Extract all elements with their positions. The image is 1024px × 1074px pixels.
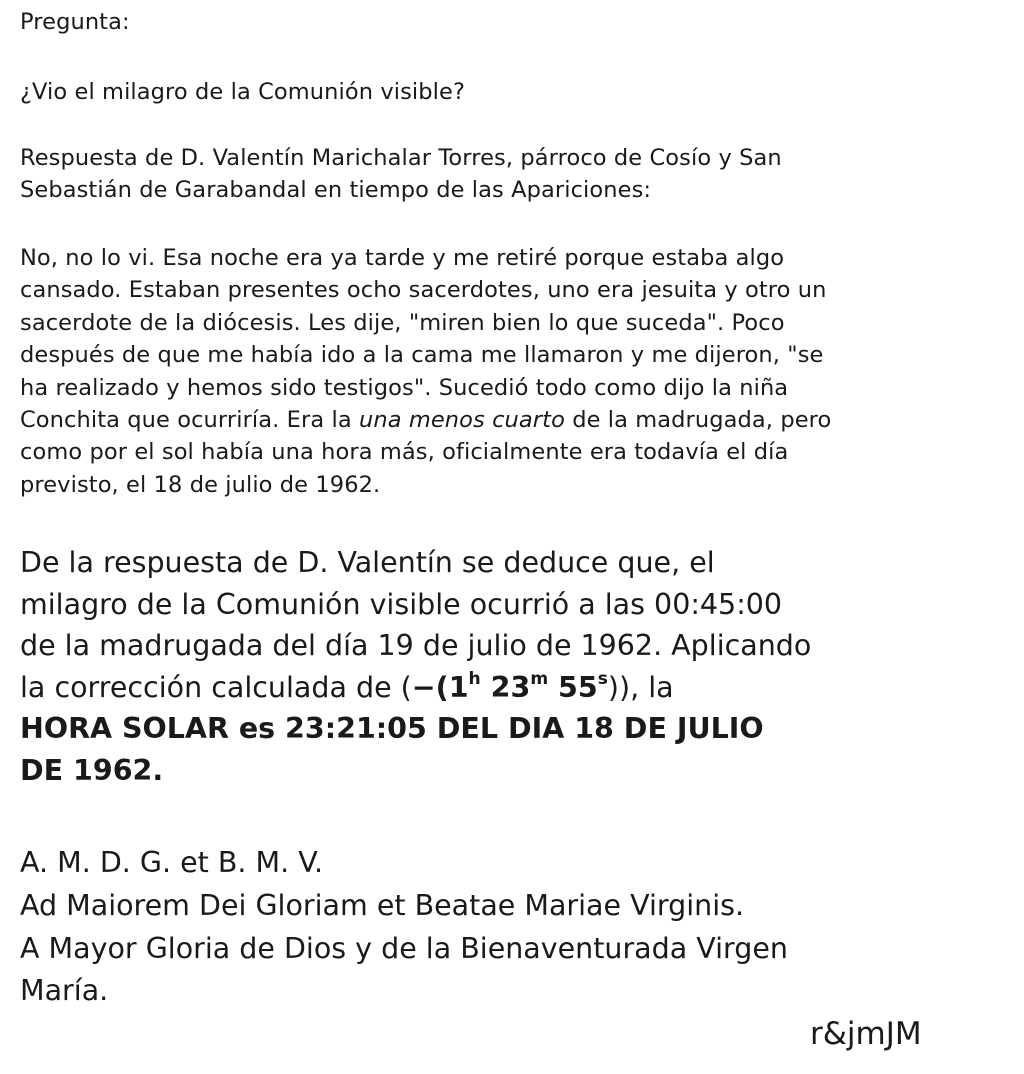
closing-spanish: A Mayor Gloria de Dios y de la Bienaventurada Virgen María. [20, 932, 788, 1007]
conclusion-paragraph [20, 542, 811, 791]
correction-prefix: −(1 [411, 670, 469, 704]
closing-latin: Ad Maiorem Dei Gloriam et Beatae Mariae Virginis. [20, 889, 745, 922]
question-label: Pregunta: [20, 9, 130, 35]
correction-seconds-unit: s [597, 668, 608, 689]
answer-paragraph [20, 242, 831, 501]
correction-minutes-unit: m [530, 668, 549, 689]
answer-text-part2: de la madrugada, pero como por el sol había una hora más, oficialmente era todavía el día previsto, el 18 de julio de 1962. [20, 407, 832, 498]
correction-value [411, 668, 608, 704]
correction-hours-unit: h [468, 668, 481, 689]
correction-minutes: 23 [480, 670, 531, 704]
answer-text-part1: No, no lo vi. Esa noche era ya tarde y me retiré porque estaba algo cansado. Estaban presentes ocho sacerdotes, uno era jesuita y otro un sacerdote de la diócesis. Les dije, "miren bien lo que suceda". Poco después de que me había ido a la cama me llamaron y me dijeron, "se ha realizado y hemos sido testigos". Sucedió todo como dijo la niña Conchita que ocurriría. Era la [20, 245, 827, 434]
correction-seconds: 55 [548, 670, 598, 704]
solar-time-result: HORA SOLAR es 23:21:05 DEL DIA 18 DE JULIO DE 1962. [20, 712, 764, 787]
answer-heading: Respuesta de D. Valentín Marichalar Torres, párroco de Cosío y San Sebastián de Garabandal en tiempo de las Apariciones: [20, 145, 782, 204]
answer-emphasis: una menos cuarto [358, 407, 565, 434]
question-text: ¿Vio el milagro de la Comunión visible? [20, 79, 465, 105]
conclusion-text-part2: )), la [607, 670, 674, 704]
closing-abbreviation: A. M. D. G. et B. M. V. [20, 846, 324, 879]
conclusion-text-part1: De la respuesta de D. Valentín se deduce que, el milagro de la Comunión visible ocurrió a las 00:45:00 de la madrugada del día 19 de julio de 1962. Aplicando la corrección calculada de ( [20, 546, 812, 704]
signature: r&jmJM [810, 1016, 922, 1052]
